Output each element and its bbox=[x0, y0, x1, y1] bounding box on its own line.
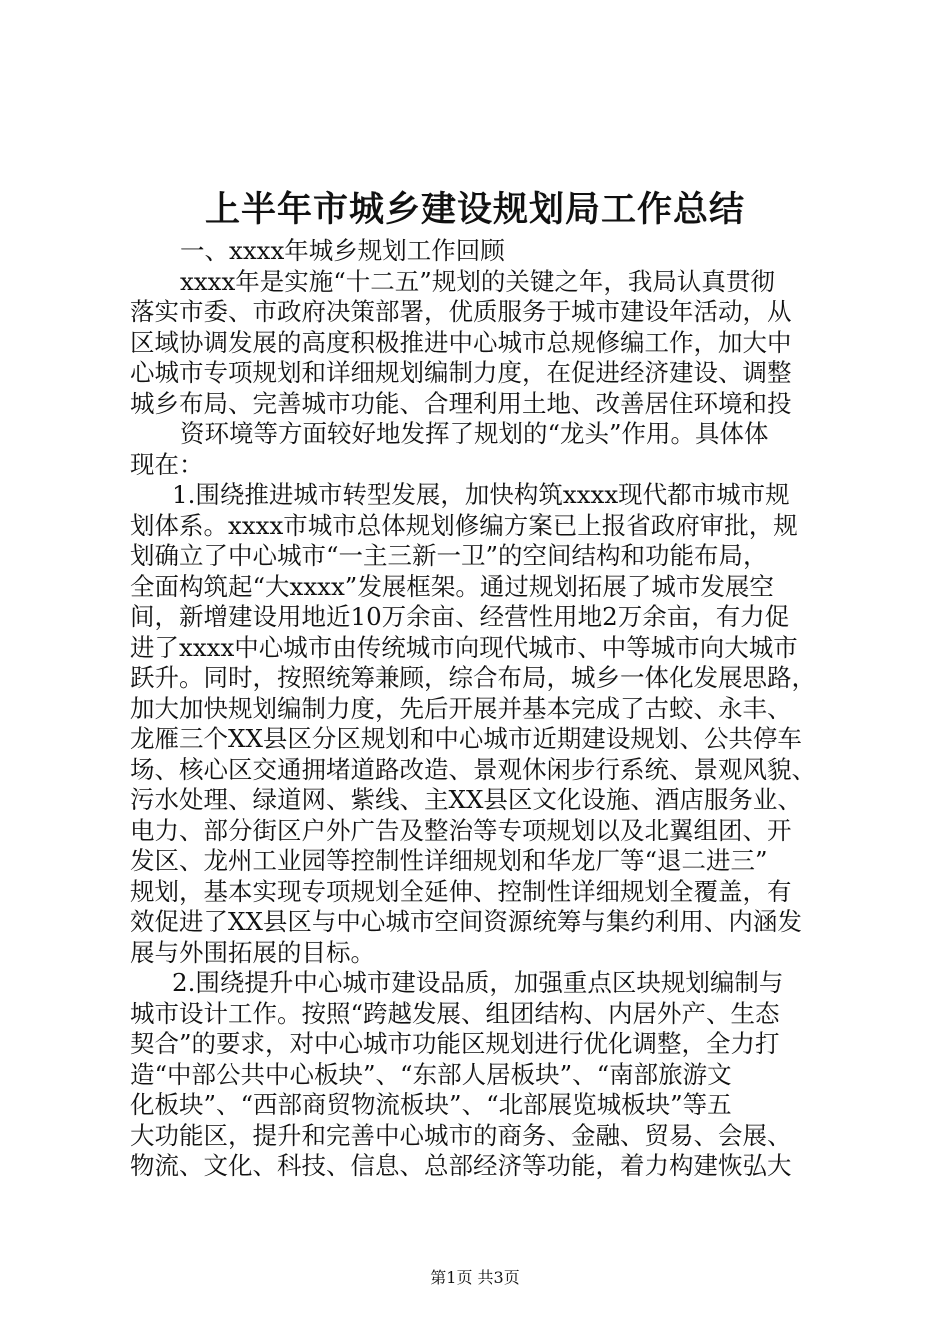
paragraph-line: 跃升。同时，按照统筹兼顾，综合布局，城乡一体化发展思路， bbox=[130, 663, 816, 692]
paragraph-line: 展与外围拓展的目标。 bbox=[130, 937, 375, 967]
paragraph-line: 划体系。xxxx市城市总体规划修编方案已上报省政府审批，规 bbox=[130, 510, 798, 540]
paragraph-line: 现在： bbox=[130, 449, 204, 479]
paragraph-line: xxxx年是实施“十二五”规划的关键之年，我局认真贯彻 bbox=[180, 266, 775, 296]
paragraph-line: 发区、龙州工业园等控制性详细规划和华龙厂等“退二进三” bbox=[130, 846, 768, 875]
paragraph-line: 造“中部公共中心板块”、“东部人居板块”、“南部旅游文 bbox=[130, 1059, 732, 1089]
paragraph-line: 规划，基本实现专项规划全延伸、控制性详细规划全覆盖，有 bbox=[130, 876, 792, 906]
paragraph-line: 落实市委、市政府决策部署，优质服务于城市建设年活动，从 bbox=[130, 297, 792, 326]
paragraph-line: 划确立了中心城市“一主三新一卫”的空间结构和功能布局， bbox=[130, 541, 768, 570]
paragraph-line: 电力、部分街区户外广告及整治等专项规划以及北翼组团、开 bbox=[130, 815, 792, 845]
paragraph-line: 心城市专项规划和详细规划编制力度，在促进经济建设、调整 bbox=[130, 358, 792, 387]
paragraph-line: 城乡布局、完善城市功能、合理利用土地、改善居住环境和投 bbox=[130, 388, 792, 418]
paragraph-line: 物流、文化、科技、信息、总部经济等功能，着力构建恢弘大 bbox=[130, 1151, 792, 1180]
paragraph-line: 效促进了XX县区与中心城市空间资源统筹与集约利用、内涵发 bbox=[130, 907, 802, 936]
paragraph-line: 全面构筑起“大xxxx”发展框架。通过规划拓展了城市发展空 bbox=[130, 571, 774, 601]
paragraph-line: 契合”的要求，对中心城市功能区规划进行优化调整，全力打 bbox=[130, 1029, 780, 1058]
document-body bbox=[130, 236, 830, 1182]
paragraph-line: 区域协调发展的高度积极推进中心城市总规修编工作，加大中 bbox=[130, 327, 792, 357]
paragraph-line: 间，新增建设用地近10万余亩、经营性用地2万余亩，有力促 bbox=[130, 602, 790, 631]
paragraph-line: 污水处理、绿道网、紫线、主XX县区文化设施、酒店服务业、 bbox=[130, 785, 802, 814]
section-heading: 一、xxxx年城乡规划工作回顾 bbox=[180, 236, 505, 265]
paragraph-line: 1.围绕推进城市转型发展，加快构筑xxxx现代都市城市规 bbox=[172, 480, 790, 509]
paragraph-line: 城市设计工作。按照“跨越发展、组团结构、内居外产、生态 bbox=[130, 998, 780, 1028]
paragraph-line: 大功能区，提升和完善中心城市的商务、金融、贸易、会展、 bbox=[130, 1120, 792, 1150]
paragraph-line: 进了xxxx中心城市由传统城市向现代城市、中等城市向大城市 bbox=[130, 632, 798, 662]
paragraph-line: 化板块”、“西部商贸物流板块”、“北部展览城板块”等五 bbox=[130, 1090, 732, 1119]
paragraph-line: 加大加快规划编制力度，先后开展并基本完成了古蛟、永丰、 bbox=[130, 693, 792, 723]
page-footer: 第1页 共3页 bbox=[430, 1268, 520, 1287]
paragraph-line: 龙雁三个XX县区分区规划和中心城市近期建设规划、公共停车 bbox=[130, 724, 802, 753]
paragraph-line: 2.围绕提升中心城市建设品质，加强重点区块规划编制与 bbox=[172, 968, 784, 997]
paragraph-line: 资环境等方面较好地发挥了规划的“龙头”作用。具体体 bbox=[180, 419, 769, 448]
document-title: 上半年市城乡建设规划局工作总结 bbox=[204, 189, 745, 230]
paragraph-line: 场、核心区交通拥堵道路改造、景观休闲步行系统、景观风貌、 bbox=[130, 754, 816, 784]
